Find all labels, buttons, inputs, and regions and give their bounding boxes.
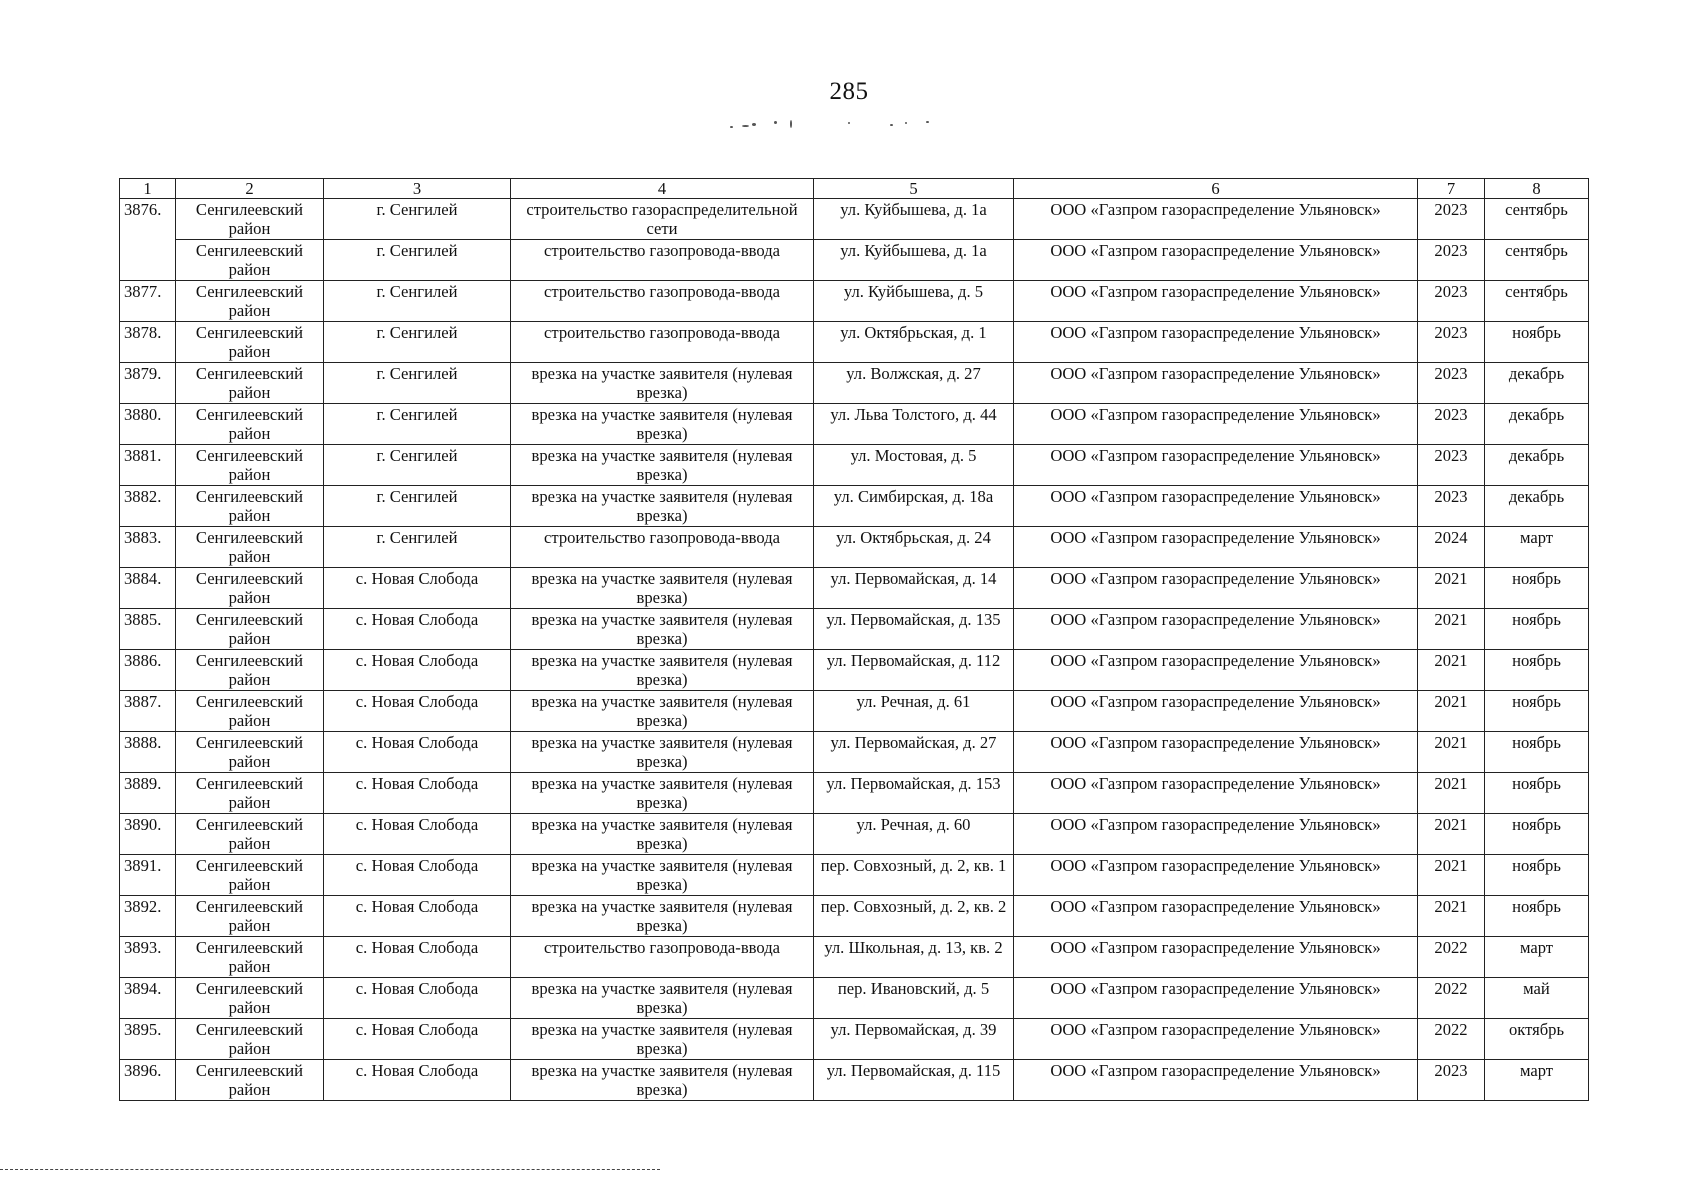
organization-cell: ООО «Газпром газораспределение Ульяновск» [1014,1019,1418,1060]
register-table [119,178,1589,1101]
locality-cell: с. Новая Слобода [324,937,511,978]
row-number-cell: 3876. [120,199,176,240]
district-cell: Сенгилеевский район [176,1060,324,1101]
work-type-cell: врезка на участке заявителя (нулевая врезка) [511,650,814,691]
address-cell: ул. Первомайская, д. 153 [814,773,1014,814]
month-cell: сентябрь [1485,240,1589,281]
month-cell: сентябрь [1485,281,1589,322]
district-cell: Сенгилеевский район [176,896,324,937]
address-cell: пер. Совхозный, д. 2, кв. 2 [814,896,1014,937]
month-cell: ноябрь [1485,732,1589,773]
address-cell: ул. Первомайская, д. 27 [814,732,1014,773]
row-number-cell: 3894. [120,978,176,1019]
address-cell: ул. Куйбышева, д. 5 [814,281,1014,322]
address-cell: пер. Совхозный, д. 2, кв. 1 [814,855,1014,896]
table-row [120,404,1589,445]
organization-cell: ООО «Газпром газораспределение Ульяновск» [1014,773,1418,814]
row-number-cell [120,240,176,281]
header-cell: 1 [120,179,176,199]
month-cell: ноябрь [1485,896,1589,937]
address-cell: ул. Куйбышева, д. 1а [814,199,1014,240]
row-number-cell: 3878. [120,322,176,363]
organization-cell: ООО «Газпром газораспределение Ульяновск» [1014,199,1418,240]
table-row [120,855,1589,896]
locality-cell: г. Сенгилей [324,527,511,568]
year-cell: 2023 [1418,404,1485,445]
work-type-cell: врезка на участке заявителя (нулевая врезка) [511,814,814,855]
address-cell: ул. Куйбышева, д. 1а [814,240,1014,281]
table-row [120,732,1589,773]
address-cell: ул. Мостовая, д. 5 [814,445,1014,486]
address-cell: ул. Речная, д. 60 [814,814,1014,855]
row-number-cell: 3880. [120,404,176,445]
district-cell: Сенгилеевский район [176,609,324,650]
organization-cell: ООО «Газпром газораспределение Ульяновск» [1014,691,1418,732]
locality-cell: с. Новая Слобода [324,978,511,1019]
district-cell: Сенгилеевский район [176,691,324,732]
address-cell: пер. Ивановский, д. 5 [814,978,1014,1019]
year-cell: 2023 [1418,199,1485,240]
year-cell: 2022 [1418,978,1485,1019]
table-row [120,1060,1589,1101]
table-row [120,609,1589,650]
district-cell: Сенгилеевский район [176,527,324,568]
locality-cell: с. Новая Слобода [324,650,511,691]
year-cell: 2024 [1418,527,1485,568]
year-cell: 2021 [1418,691,1485,732]
header-cell: 2 [176,179,324,199]
address-cell: ул. Первомайская, д. 112 [814,650,1014,691]
locality-cell: г. Сенгилей [324,240,511,281]
address-cell: ул. Школьная, д. 13, кв. 2 [814,937,1014,978]
month-cell: май [1485,978,1589,1019]
table-row [120,691,1589,732]
district-cell: Сенгилеевский район [176,732,324,773]
work-type-cell: врезка на участке заявителя (нулевая врезка) [511,445,814,486]
year-cell: 2023 [1418,1060,1485,1101]
organization-cell: ООО «Газпром газораспределение Ульяновск» [1014,650,1418,691]
year-cell: 2023 [1418,486,1485,527]
locality-cell: с. Новая Слобода [324,773,511,814]
header-cell: 6 [1014,179,1418,199]
table-row [120,199,1589,240]
year-cell: 2022 [1418,937,1485,978]
work-type-cell: врезка на участке заявителя (нулевая врезка) [511,568,814,609]
district-cell: Сенгилеевский район [176,650,324,691]
address-cell: ул. Первомайская, д. 39 [814,1019,1014,1060]
work-type-cell: врезка на участке заявителя (нулевая врезка) [511,1060,814,1101]
month-cell: ноябрь [1485,773,1589,814]
district-cell: Сенгилеевский район [176,978,324,1019]
locality-cell: г. Сенгилей [324,486,511,527]
row-number-cell: 3877. [120,281,176,322]
year-cell: 2021 [1418,568,1485,609]
year-cell: 2021 [1418,896,1485,937]
work-type-cell: врезка на участке заявителя (нулевая врезка) [511,773,814,814]
month-cell: март [1485,1060,1589,1101]
work-type-cell: врезка на участке заявителя (нулевая врезка) [511,363,814,404]
month-cell: март [1485,937,1589,978]
month-cell: ноябрь [1485,568,1589,609]
organization-cell: ООО «Газпром газораспределение Ульяновск» [1014,937,1418,978]
district-cell: Сенгилеевский район [176,322,324,363]
work-type-cell: врезка на участке заявителя (нулевая врезка) [511,732,814,773]
table-row [120,281,1589,322]
organization-cell: ООО «Газпром газораспределение Ульяновск» [1014,527,1418,568]
month-cell: декабрь [1485,445,1589,486]
month-cell: декабрь [1485,404,1589,445]
year-cell: 2021 [1418,773,1485,814]
address-cell: ул. Первомайская, д. 14 [814,568,1014,609]
year-cell: 2021 [1418,814,1485,855]
table-header-row [120,179,1589,199]
address-cell: ул. Октябрьская, д. 24 [814,527,1014,568]
locality-cell: с. Новая Слобода [324,855,511,896]
table-row [120,650,1589,691]
work-type-cell: строительство газопровода-ввода [511,937,814,978]
year-cell: 2023 [1418,445,1485,486]
district-cell: Сенгилеевский район [176,486,324,527]
organization-cell: ООО «Газпром газораспределение Ульяновск» [1014,240,1418,281]
organization-cell: ООО «Газпром газораспределение Ульяновск» [1014,568,1418,609]
organization-cell: ООО «Газпром газораспределение Ульяновск» [1014,609,1418,650]
locality-cell: с. Новая Слобода [324,896,511,937]
month-cell: ноябрь [1485,650,1589,691]
district-cell: Сенгилеевский район [176,281,324,322]
address-cell: ул. Волжская, д. 27 [814,363,1014,404]
header-cell: 4 [511,179,814,199]
work-type-cell: строительство газопровода-ввода [511,281,814,322]
organization-cell: ООО «Газпром газораспределение Ульяновск» [1014,1060,1418,1101]
locality-cell: с. Новая Слобода [324,732,511,773]
locality-cell: с. Новая Слобода [324,1060,511,1101]
district-cell: Сенгилеевский район [176,855,324,896]
month-cell: ноябрь [1485,691,1589,732]
work-type-cell: врезка на участке заявителя (нулевая врезка) [511,896,814,937]
month-cell: ноябрь [1485,322,1589,363]
organization-cell: ООО «Газпром газораспределение Ульяновск» [1014,814,1418,855]
month-cell: ноябрь [1485,855,1589,896]
district-cell: Сенгилеевский район [176,568,324,609]
locality-cell: г. Сенгилей [324,404,511,445]
address-cell: ул. Симбирская, д. 18а [814,486,1014,527]
month-cell: ноябрь [1485,609,1589,650]
work-type-cell: врезка на участке заявителя (нулевая врезка) [511,1019,814,1060]
row-number-cell: 3892. [120,896,176,937]
district-cell: Сенгилеевский район [176,814,324,855]
month-cell: декабрь [1485,486,1589,527]
table-row [120,773,1589,814]
row-number-cell: 3889. [120,773,176,814]
page-number: 285 [829,78,869,105]
row-number-cell: 3893. [120,937,176,978]
row-number-cell: 3886. [120,650,176,691]
month-cell: сентябрь [1485,199,1589,240]
organization-cell: ООО «Газпром газораспределение Ульяновск» [1014,732,1418,773]
district-cell: Сенгилеевский район [176,773,324,814]
organization-cell: ООО «Газпром газораспределение Ульяновск» [1014,978,1418,1019]
year-cell: 2023 [1418,363,1485,404]
district-cell: Сенгилеевский район [176,445,324,486]
header-cell: 3 [324,179,511,199]
table-row [120,568,1589,609]
table-row [120,978,1589,1019]
row-number-cell: 3884. [120,568,176,609]
work-type-cell: строительство газопровода-ввода [511,322,814,363]
work-type-cell: строительство газопровода-ввода [511,240,814,281]
row-number-cell: 3891. [120,855,176,896]
table-row [120,322,1589,363]
row-number-cell: 3895. [120,1019,176,1060]
organization-cell: ООО «Газпром газораспределение Ульяновск» [1014,486,1418,527]
year-cell: 2023 [1418,322,1485,363]
table-row [120,363,1589,404]
district-cell: Сенгилеевский район [176,199,324,240]
year-cell: 2021 [1418,855,1485,896]
organization-cell: ООО «Газпром газораспределение Ульяновск» [1014,281,1418,322]
month-cell: ноябрь [1485,814,1589,855]
year-cell: 2021 [1418,732,1485,773]
row-number-cell: 3890. [120,814,176,855]
locality-cell: с. Новая Слобода [324,568,511,609]
month-cell: октябрь [1485,1019,1589,1060]
locality-cell: г. Сенгилей [324,199,511,240]
address-cell: ул. Первомайская, д. 135 [814,609,1014,650]
organization-cell: ООО «Газпром газораспределение Ульяновск» [1014,855,1418,896]
district-cell: Сенгилеевский район [176,363,324,404]
row-number-cell: 3888. [120,732,176,773]
year-cell: 2021 [1418,609,1485,650]
row-number-cell: 3896. [120,1060,176,1101]
table-row [120,896,1589,937]
work-type-cell: строительство газопровода-ввода [511,527,814,568]
work-type-cell: врезка на участке заявителя (нулевая врезка) [511,609,814,650]
work-type-cell: врезка на участке заявителя (нулевая врезка) [511,691,814,732]
locality-cell: г. Сенгилей [324,363,511,404]
table-row [120,240,1589,281]
year-cell: 2023 [1418,240,1485,281]
district-cell: Сенгилеевский район [176,937,324,978]
row-number-cell: 3882. [120,486,176,527]
footer-dashed-line [0,1169,660,1170]
work-type-cell: врезка на участке заявителя (нулевая врезка) [511,404,814,445]
work-type-cell: врезка на участке заявителя (нулевая врезка) [511,855,814,896]
month-cell: март [1485,527,1589,568]
row-number-cell: 3881. [120,445,176,486]
work-type-cell: врезка на участке заявителя (нулевая врезка) [511,486,814,527]
row-number-cell: 3883. [120,527,176,568]
district-cell: Сенгилеевский район [176,404,324,445]
header-cell: 5 [814,179,1014,199]
organization-cell: ООО «Газпром газораспределение Ульяновск» [1014,363,1418,404]
table-row [120,1019,1589,1060]
table-row [120,486,1589,527]
address-cell: ул. Льва Толстого, д. 44 [814,404,1014,445]
row-number-cell: 3879. [120,363,176,404]
work-type-cell: строительство газораспределительной сети [511,199,814,240]
locality-cell: с. Новая Слобода [324,1019,511,1060]
scan-specks [730,118,970,138]
address-cell: ул. Октябрьская, д. 1 [814,322,1014,363]
organization-cell: ООО «Газпром газораспределение Ульяновск» [1014,445,1418,486]
year-cell: 2022 [1418,1019,1485,1060]
locality-cell: г. Сенгилей [324,281,511,322]
row-number-cell: 3885. [120,609,176,650]
organization-cell: ООО «Газпром газораспределение Ульяновск» [1014,322,1418,363]
table-row [120,527,1589,568]
locality-cell: с. Новая Слобода [324,609,511,650]
address-cell: ул. Речная, д. 61 [814,691,1014,732]
organization-cell: ООО «Газпром газораспределение Ульяновск» [1014,896,1418,937]
table-row [120,937,1589,978]
work-type-cell: врезка на участке заявителя (нулевая врезка) [511,978,814,1019]
locality-cell: г. Сенгилей [324,445,511,486]
district-cell: Сенгилеевский район [176,1019,324,1060]
header-cell: 7 [1418,179,1485,199]
month-cell: декабрь [1485,363,1589,404]
district-cell: Сенгилеевский район [176,240,324,281]
address-cell: ул. Первомайская, д. 115 [814,1060,1014,1101]
year-cell: 2023 [1418,281,1485,322]
row-number-cell: 3887. [120,691,176,732]
table-row [120,445,1589,486]
header-cell: 8 [1485,179,1589,199]
year-cell: 2021 [1418,650,1485,691]
table-row [120,814,1589,855]
locality-cell: с. Новая Слобода [324,814,511,855]
locality-cell: г. Сенгилей [324,322,511,363]
locality-cell: с. Новая Слобода [324,691,511,732]
organization-cell: ООО «Газпром газораспределение Ульяновск» [1014,404,1418,445]
